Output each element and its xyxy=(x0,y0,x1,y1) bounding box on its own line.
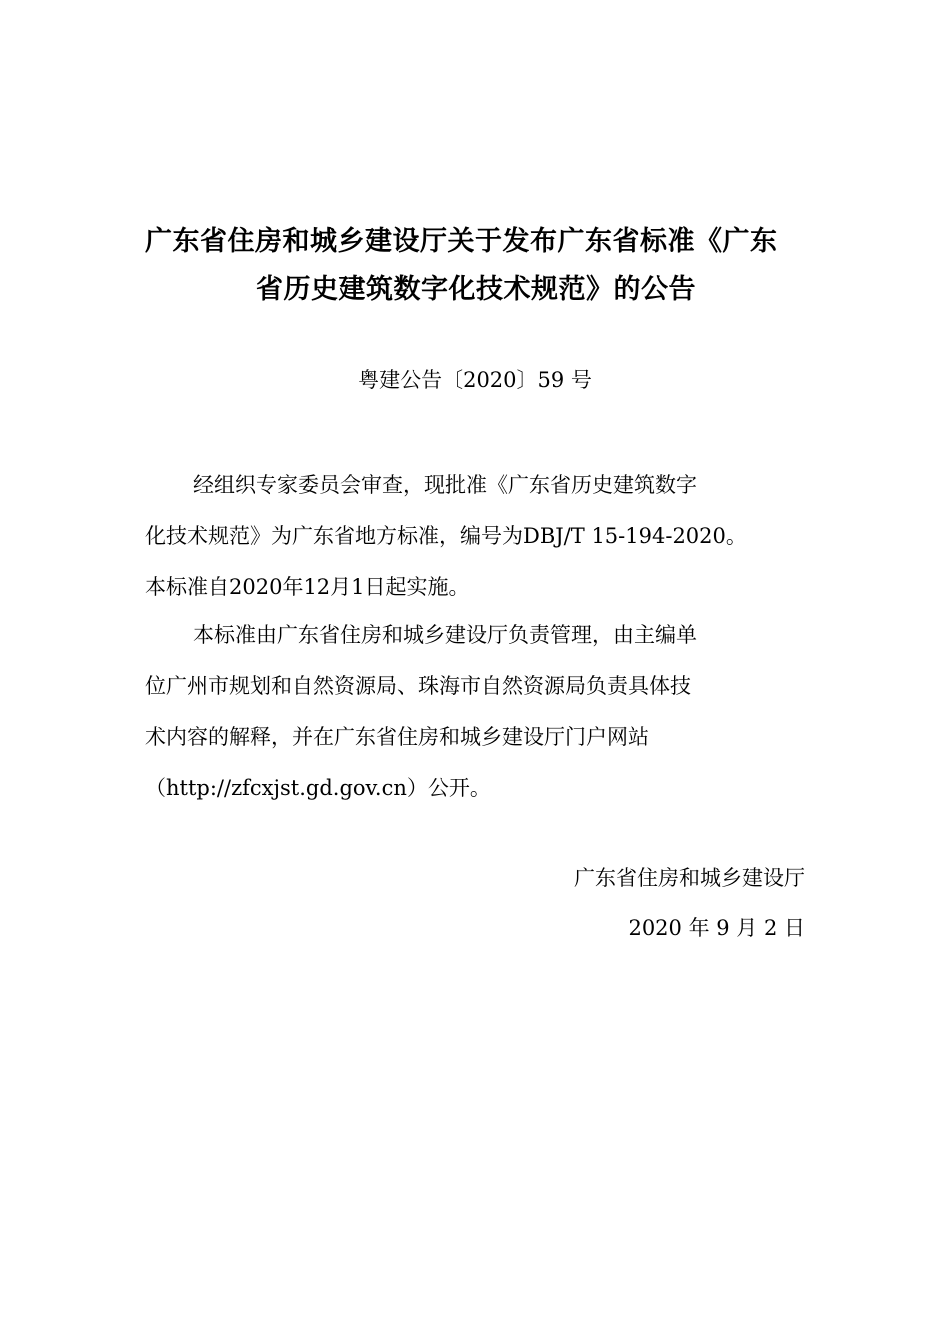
paragraph-line: 位广州市规划和自然资源局、珠海市自然资源局负责具体技 xyxy=(145,674,691,698)
paragraph-line: （http://zfcxjst.gd.gov.cn）公开。 xyxy=(145,776,491,800)
title-line-1: 广东省住房和城乡建设厅关于发布广东省标准《广东 xyxy=(145,226,778,257)
paragraph-management xyxy=(145,610,807,814)
signature-date: 2020 年 9 月 2 日 xyxy=(628,916,805,940)
document-number: 粤建公告〔2020〕59 号 xyxy=(358,368,592,392)
paragraph-line: 本标准由广东省住房和城乡建设厅负责管理，由主编单 xyxy=(193,623,697,647)
announcement-title xyxy=(145,218,807,314)
title-line-2: 省历史建筑数字化技术规范》的公告 xyxy=(256,274,696,305)
signature-organization: 广东省住房和城乡建设厅 xyxy=(574,866,805,890)
paragraph-line: 经组织专家委员会审查，现批准《广东省历史建筑数字 xyxy=(193,473,697,497)
paragraph-line: 术内容的解释，并在广东省住房和城乡建设厅门户网站 xyxy=(145,725,649,749)
paragraph-approval xyxy=(145,460,807,613)
paragraph-line: 本标准自2020年12月1日起实施。 xyxy=(145,575,470,599)
paragraph-line: 化技术规范》为广东省地方标准，编号为DBJ/T 15-194-2020。 xyxy=(145,524,747,548)
